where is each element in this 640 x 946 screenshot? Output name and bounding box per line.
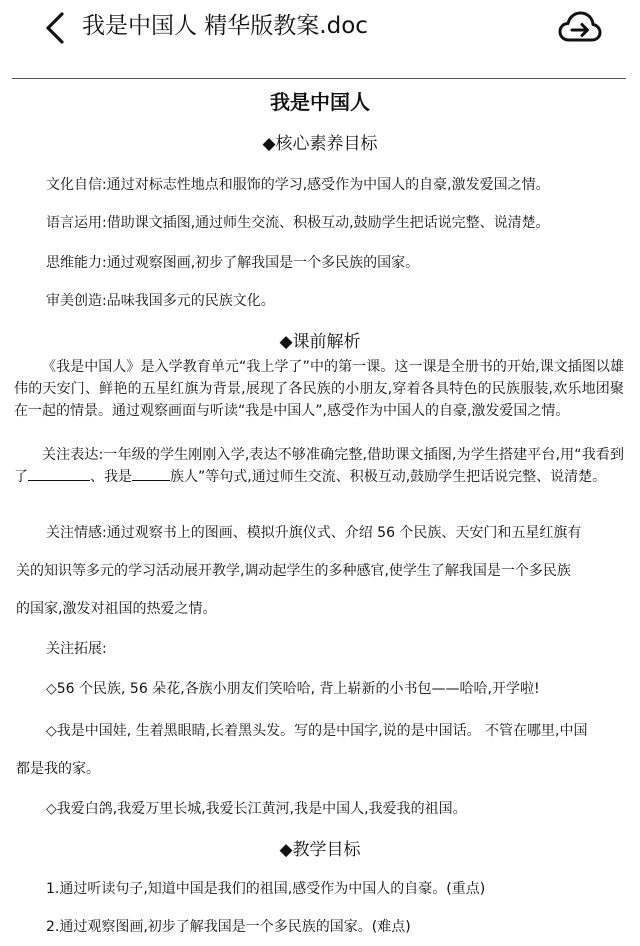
header-divider xyxy=(12,78,626,79)
expand-item: ◇56 个民族, 56 朵花,各族小朋友们笑哈哈, 背上崭新的小书包——哈哈,开学啦! xyxy=(46,681,540,697)
core-item: 文化自信:通过对标志性地点和服饰的学习,感受作为中国人的自豪,激发爱国之情。 xyxy=(46,177,550,193)
expression-text-b: 、我是 xyxy=(90,469,132,485)
core-item: 审美创造:品味我国多元的民族文化。 xyxy=(46,293,275,309)
expression-paragraph xyxy=(14,444,624,488)
section-pre-heading: ◆课前解析 xyxy=(279,332,361,352)
expression-text-a: 关注表达:一年级的学生刚刚入学,表达不够准确完整,借助课文插图,为学生搭建平台,用“我看到了 xyxy=(14,447,624,485)
emotion-line: 的国家,激发对祖国的热爱之情。 xyxy=(16,601,217,617)
fill-blank xyxy=(28,466,90,481)
fill-blank xyxy=(132,466,170,481)
expand-item-continued: 都是我的家。 xyxy=(16,761,100,777)
goal-item: 1.通过听读句子,知道中国是我们的祖国,感受作为中国人的自豪。(重点) xyxy=(46,881,486,897)
section-goals-heading: ◆教学目标 xyxy=(279,840,361,860)
pre-paragraph xyxy=(14,356,624,422)
expression-paragraph-text xyxy=(14,444,624,488)
expand-item: ◇我爱白鸽,我爱万里长城,我爱长江黄河,我是中国人,我爱我的祖国。 xyxy=(46,801,467,817)
chevron-left-icon xyxy=(40,10,72,46)
app-header xyxy=(0,0,640,80)
doc-heading: 我是中国人 xyxy=(270,90,370,114)
pre-paragraph-text: 《我是中国人》是入学教育单元“我上学了”中的第一课。这一课是全册书的开始,课文插图以雄伟的天安门、鲜艳的五星红旗为背景,展现了各民族的小朋友,穿着各具特色的民族服装,欢乐地团聚在一起的情景。通过观察画面与听读“我是中国人”,感受作为中国人的自豪,激发爱国之情。 xyxy=(14,359,624,419)
back-button[interactable] xyxy=(40,10,72,46)
expand-item: ◇我是中国娃, 生着黑眼睛,长着黑头发。写的是中国字,说的是中国话。 不管在哪里,中国 xyxy=(46,723,588,739)
cloud-upload-icon xyxy=(558,9,602,47)
goal-item: 2.通过观察图画,初步了解我国是一个多民族的国家。(难点) xyxy=(46,919,411,935)
section-core-heading: ◆核心素养目标 xyxy=(262,134,378,154)
core-item: 思维能力:通过观察图画,初步了解我国是一个多民族的国家。 xyxy=(46,255,420,271)
cloud-upload-button[interactable] xyxy=(558,9,602,47)
expression-text-c: 族人”等句式,通过师生交流、积极互动,鼓励学生把话说完整、说清楚。 xyxy=(170,469,607,485)
emotion-line: 关注情感:通过观察书上的图画、模拟升旗仪式、介绍 56 个民族、天安门和五星红旗有 xyxy=(46,525,582,541)
document-title: 我是中国人 精华版教案.doc xyxy=(82,13,368,39)
core-item: 语言运用:借助课文插图,通过师生交流、积极互动,鼓励学生把话说完整、说清楚。 xyxy=(46,215,550,231)
expand-label: 关注拓展: xyxy=(46,641,107,657)
emotion-line: 关的知识等多元的学习活动展开教学,调动起学生的多种感官,使学生了解我国是一个多民族 xyxy=(16,563,571,579)
